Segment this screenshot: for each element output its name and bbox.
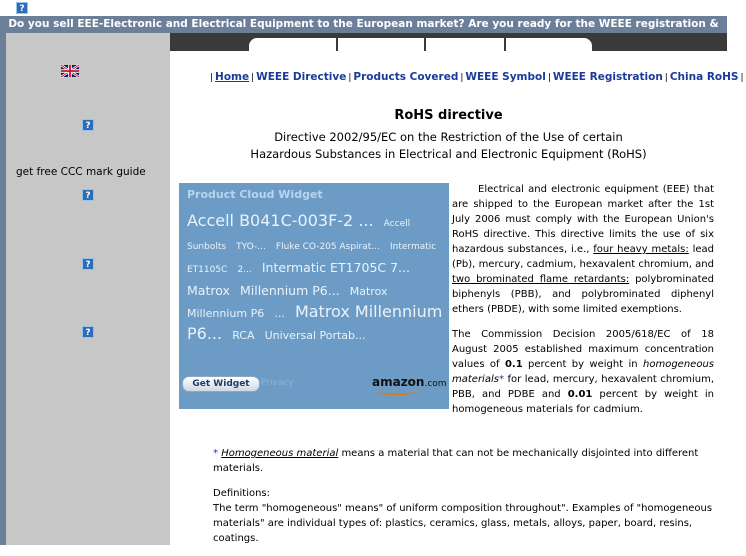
nav-link-china-rohs[interactable]: China RoHS — [669, 71, 739, 83]
nav-tab[interactable] — [506, 38, 592, 51]
subtitle-line: Hazardous Substances in Electrical and Electronic Equipment (RoHS) — [250, 147, 647, 161]
product-cloud-item[interactable]: Intermatic ET1105C — [187, 242, 437, 275]
top-bar — [0, 0, 727, 16]
nav-links: | Home | WEEE Directive | Products Covered | WEEE Symbol | WEEE Registration | China RoHS | — [210, 71, 744, 83]
banner: Do you sell EEE-Electronic and Electrical Equipment to the European market? Are you ready for the WEEE registration & — [0, 16, 727, 33]
product-cloud-widget — [179, 183, 449, 409]
nav-tab[interactable] — [426, 38, 504, 51]
flame-retardants-link[interactable]: two brominated flame retardants: — [452, 274, 630, 285]
missing-image-icon[interactable]: ? — [82, 326, 94, 338]
rohs-description — [452, 182, 714, 427]
homogeneous-material-link[interactable]: Homogeneous material — [221, 448, 339, 459]
widget-heading: Product Cloud Widget — [187, 188, 323, 201]
page-subtitle — [170, 129, 727, 163]
definitions-block — [213, 486, 718, 546]
product-cloud-item[interactable]: Matrox — [187, 283, 230, 298]
homogeneous-note: * Homogeneous material means a material that can not be mechanically disjointed into different materials. — [213, 448, 699, 474]
product-cloud-item[interactable]: Accell B041C-003F-2 ... — [187, 211, 374, 230]
definitions-text: The term "homogeneous" means" of uniform composition throughout". Examples of "homogeneous materials" are individual types of: plastics, ceramics, glass, metals, alloys, paper, board, resins, coatings. — [213, 503, 713, 544]
definitions-heading: Definitions: — [213, 488, 271, 499]
product-cloud-item[interactable]: Millennium P6... — [239, 283, 340, 298]
definitions-section — [213, 446, 718, 556]
nav-link-weee-symbol[interactable]: WEEE Symbol — [465, 71, 546, 83]
nav-link-home[interactable]: Home — [215, 71, 250, 83]
missing-image-icon[interactable]: ? — [16, 2, 28, 14]
product-cloud-item[interactable]: Accell Sunbolts — [187, 219, 411, 252]
nav-link-products-covered[interactable]: Products Covered — [353, 71, 459, 83]
missing-image-icon[interactable]: ? — [82, 119, 94, 131]
product-cloud-item[interactable]: ... — [274, 307, 285, 320]
ccc-guide-link[interactable]: get free CCC mark guide — [16, 166, 146, 178]
privacy-link[interactable]: Privacy — [261, 378, 294, 388]
amazon-smile-icon — [376, 389, 418, 395]
amazon-logo-text: amazon — [372, 375, 425, 389]
uk-flag-icon[interactable] — [61, 65, 79, 77]
nav-link-weee-registration[interactable]: WEEE Registration — [552, 71, 663, 83]
amazon-logo[interactable] — [372, 375, 447, 389]
amazon-logo-suffix: .com — [424, 379, 447, 389]
product-cloud-item[interactable]: Universal Portab... — [264, 329, 366, 342]
nav-link-weee-directive[interactable]: WEEE Directive — [256, 71, 347, 83]
missing-image-icon[interactable]: ? — [82, 258, 94, 270]
sidebar — [6, 33, 170, 545]
nav-tab-strip — [170, 33, 727, 51]
product-cloud-item[interactable]: TYO-... — [236, 242, 266, 252]
subtitle-line: Directive 2002/95/EC on the Restriction of the Use of certain — [274, 130, 623, 144]
product-cloud-item[interactable]: Fluke CO-205 Aspirat... — [275, 242, 380, 252]
missing-image-icon[interactable]: ? — [82, 189, 94, 201]
product-cloud-item[interactable]: Matrox Millennium P6... — [187, 302, 443, 343]
product-cloud-item[interactable]: Intermatic ET1705C 7... — [261, 260, 410, 275]
product-cloud — [187, 211, 449, 346]
rohs-paragraph: Electrical and electronic equipment (EEE) that are shipped to the European market after the 1st July 2006 must comply with the European Union's RoHS directive. This directive limits the use of six hazardous substances, i.e., four heavy metals: lead (Pb), mercury, cadmium, hexavalent chromium, and two brominated flame retardants: polybrominated biphenyls (PBB), and polybrominated diphenyl ethers (PBDE), with some limited exemptions. — [452, 184, 714, 315]
nav-tab[interactable] — [249, 38, 336, 51]
product-cloud-item[interactable]: RCA — [232, 329, 255, 342]
page-title: RoHS directive — [394, 108, 503, 123]
get-widget-button[interactable]: Get Widget — [182, 376, 260, 392]
commission-paragraph: The Commission Decision 2005/618/EC of 18 August 2005 established maximum concentration values of 0.1 percent by weight in homogeneous materials* for lead, mercury, hexavalent chromium, PBB, and PDBE and 0.01 percent by weight in homogeneous materials for cadmium. — [452, 329, 714, 415]
nav-tab[interactable] — [338, 38, 424, 51]
product-cloud-item[interactable]: 2... — [237, 265, 252, 275]
heavy-metals-link[interactable]: four heavy metals: — [593, 244, 689, 255]
product-cloud-item[interactable]: Matrox Millennium P6 — [187, 285, 388, 320]
